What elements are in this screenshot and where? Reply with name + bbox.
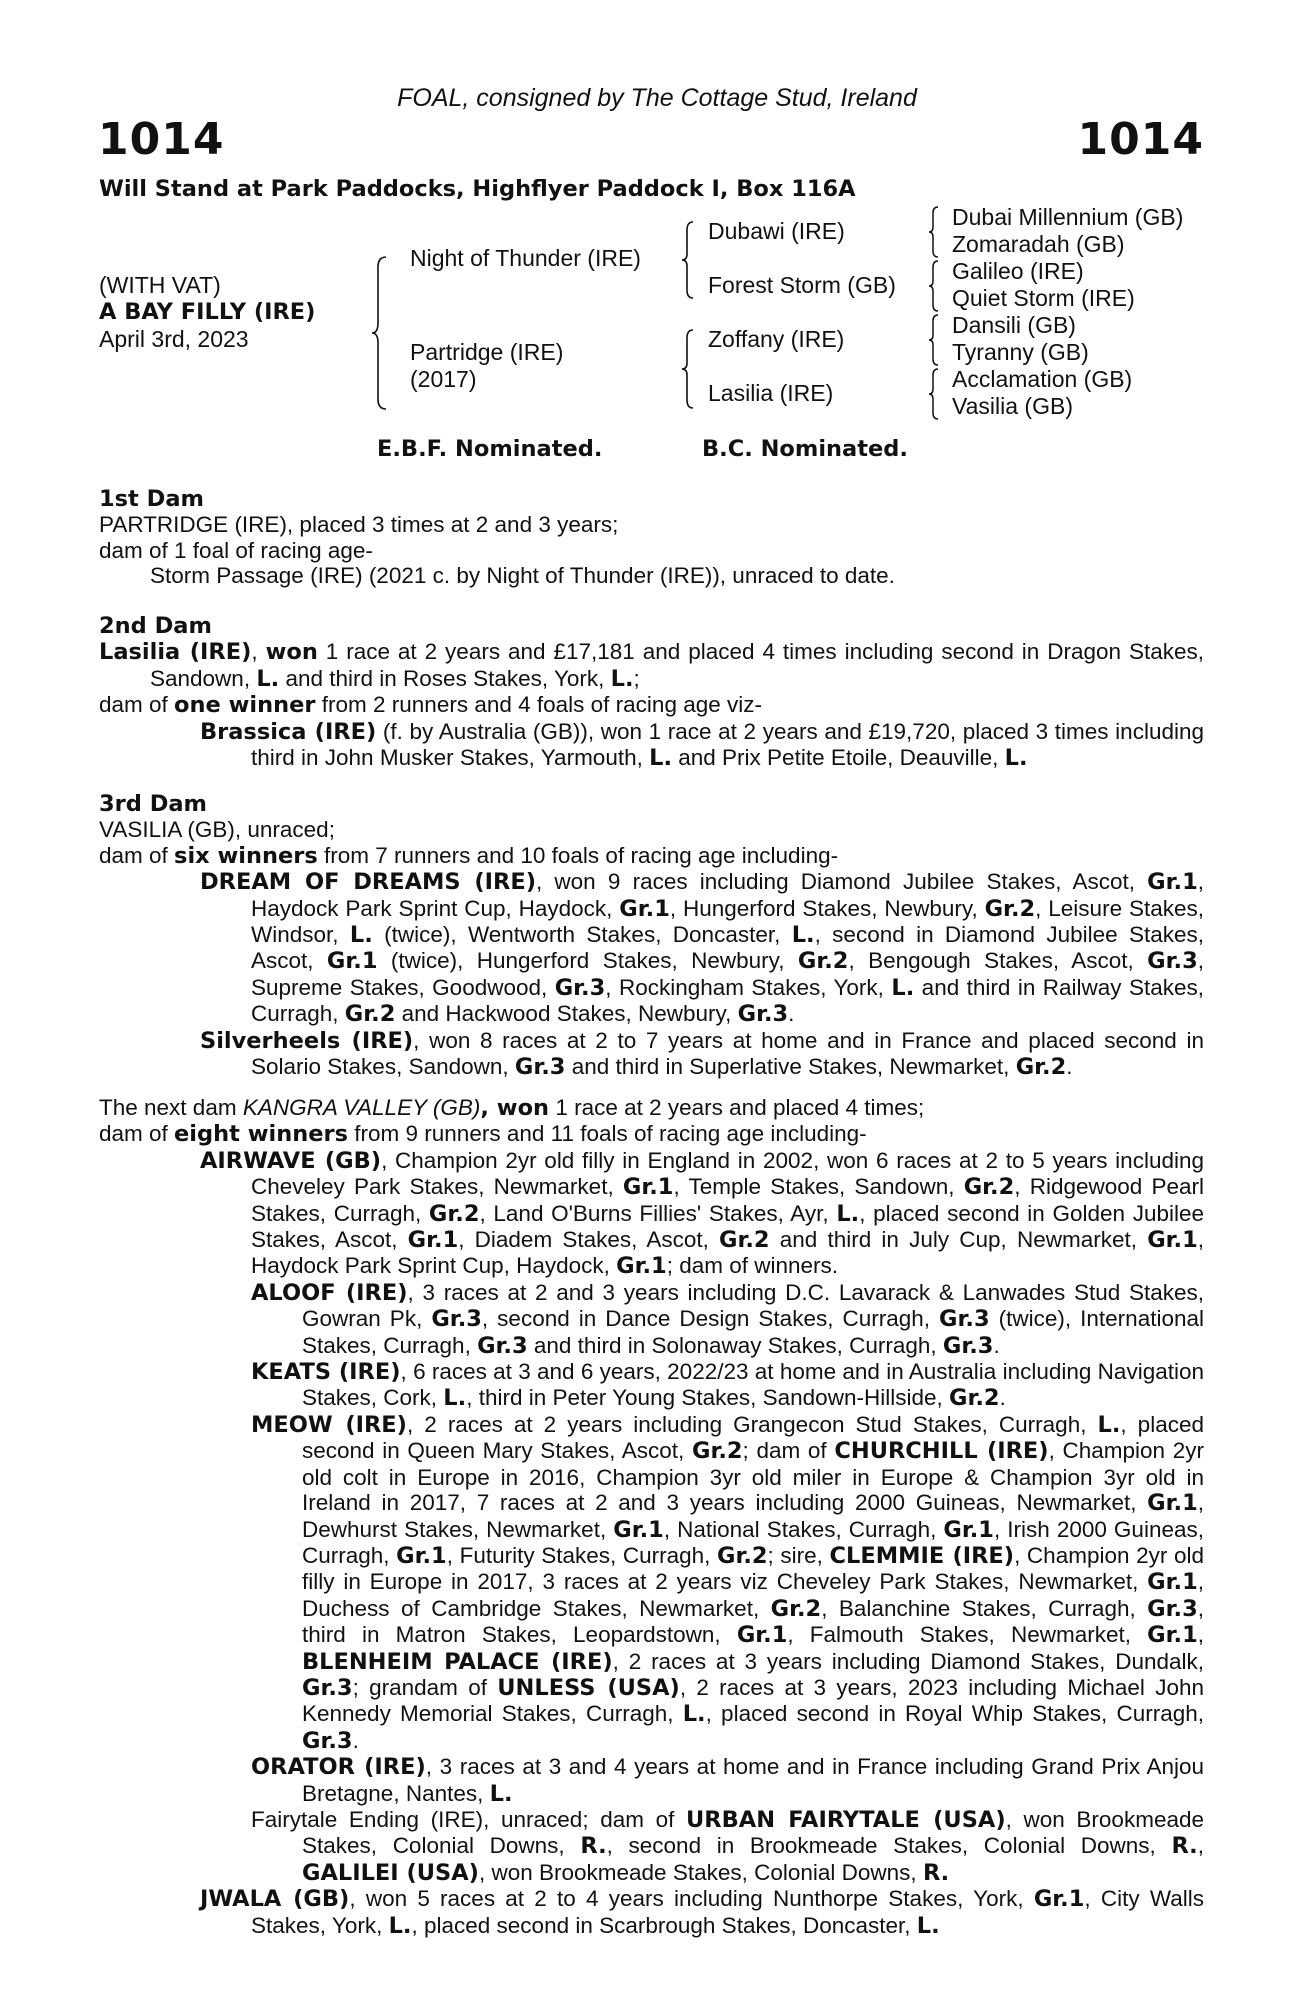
pedigree-gen3-7: Acclamation (GB)	[952, 366, 1133, 392]
first-dam-produce-intro: dam of 1 foal of racing age-	[99, 537, 373, 563]
third-dam-winner-silverheels: Silverheels (IRE), won 8 races at 2 to 7 years at home and in France and placed second in Solario Stakes, Sandown, Gr.3 and third in Superlative Stakes, Newmarket, Gr.2.	[200, 1027, 1204, 1081]
second-dam-produce-intro: dam of one winner from 2 runners and 4 foals of racing age viz-	[99, 692, 762, 719]
next-dam-line: The next dam KANGRA VALLEY (GB), won 1 race at 2 years and placed 4 times;	[99, 1095, 925, 1121]
pedigree-gen3-3: Galileo (IRE)	[952, 258, 1084, 284]
next-dam-section	[99, 1095, 1204, 1939]
pedigree-dam-year: (2017)	[410, 366, 477, 392]
pedigree-gen3-6: Tyranny (GB)	[952, 339, 1089, 365]
pedigree-brace-dam	[680, 328, 696, 410]
pedigree-sire-sire: Dubawi (IRE)	[708, 218, 845, 244]
second-dam-heading: 2nd Dam	[99, 613, 212, 639]
pedigree-brace-main	[370, 255, 390, 411]
lot-number-left: 1014	[98, 114, 225, 165]
pedigree-gen3-2: Zomaradah (GB)	[952, 231, 1125, 257]
pedigree-sire: Night of Thunder (IRE)	[410, 245, 641, 271]
next-dam-produce-meow: MEOW (IRE), 2 races at 2 years including Grangecon Stud Stakes, Curragh, L., placed second in Queen Mary Stakes, Ascot, Gr.2; dam of CHURCHILL (IRE), Champion 2yr old colt in Europe in 2016, Champion 3yr old miler in Europe & Champion 3yr old in Ireland in 2017, 7 races at 2 and 3 years including 2000 Guineas, Newmarket, Gr.1, Dewhurst Stakes, Newmarket, Gr.1, National Stakes, Curragh, Gr.1, Irish 2000 Guineas, Curragh, Gr.1, Futurity Stakes, Curragh, Gr.2; sire, CLEMMIE (IRE), Champion 2yr old filly in Europe in 2017, 3 races at 2 years viz Cheveley Park Stakes, Newmarket, Gr.1, Duchess of Cambridge Stakes, Newmarket, Gr.2, Balanchine Stakes, Curragh, Gr.3, third in Matron Stakes, Leopardstown, Gr.1, Falmouth Stakes, Newmarket, Gr.1, BLENHEIM PALACE (IRE), 2 races at 3 years including Diamond Stakes, Dundalk, Gr.3; grandam of UNLESS (USA), 2 races at 3 years, 2023 including Michael John Kennedy Memorial Stakes, Curragh, L., placed second in Royal Whip Stakes, Curragh, Gr.3.	[251, 1411, 1204, 1754]
second-dam-winner: Brassica (IRE) (f. by Australia (GB)), won 1 race at 2 years and £19,720, placed 3 times including third in John Musker Stakes, Yarmouth, L. and Prix Petite Etoile, Deauville, L.	[200, 718, 1204, 772]
pedigree-gen3-1: Dubai Millennium (GB)	[952, 204, 1184, 230]
next-dam-produce-orator: ORATOR (IRE), 3 races at 3 and 4 years at home and in France including Grand Prix Anjou Bretagne, Nantes, L.	[251, 1754, 1205, 1807]
pedigree-dam: Partridge (IRE)	[410, 339, 564, 365]
stabling-location: Will Stand at Park Paddocks, Highflyer Paddock I, Box 116A	[99, 176, 856, 202]
foaling-date: April 3rd, 2023	[99, 326, 249, 352]
pedigree-dam-sire: Zoffany (IRE)	[708, 326, 845, 352]
pedigree-gen3-8: Vasilia (GB)	[952, 393, 1073, 419]
third-dam-line: VASILIA (GB), unraced;	[99, 817, 335, 843]
first-dam-section	[99, 487, 1204, 589]
lot-number-right: 1014	[1077, 114, 1204, 165]
pedigree-brace-g4	[927, 367, 941, 421]
next-dam-produce-fairytale-ending: Fairytale Ending (IRE), unraced; dam of URBAN FAIRYTALE (USA), won Brookmeade Stakes, Colonial Downs, R., second in Brookmeade Stakes, Colonial Downs, R., GALILEI (USA), won Brookmeade Stakes, Colonial Downs, R.	[251, 1806, 1204, 1886]
pedigree-dam-dam: Lasilia (IRE)	[708, 380, 834, 406]
next-dam-produce-aloof: ALOOF (IRE), 3 races at 2 and 3 years including D.C. Lavarack & Lanwades Stud Stakes, Gowran Pk, Gr.3, second in Dance Design Stakes, Curragh, Gr.3 (twice), International Stakes, Curragh, Gr.3 and third in Solonaway Stakes, Curragh, Gr.3.	[251, 1279, 1204, 1359]
first-dam-foal: Storm Passage (IRE) (2021 c. by Night of Thunder (IRE)), unraced to date.	[150, 563, 895, 589]
pedigree-brace-g2	[927, 259, 941, 313]
horse-name: A BAY FILLY (IRE)	[99, 299, 316, 325]
next-dam-produce-keats: KEATS (IRE), 6 races at 3 and 6 years, 2022/23 at home and in Australia including Navigation Stakes, Cork, L., third in Peter Young Stakes, Sandown-Hillside, Gr.2.	[251, 1359, 1204, 1412]
vat-note: (WITH VAT)	[99, 272, 221, 298]
pedigree-brace-sire	[680, 220, 696, 300]
pedigree-gen3-5: Dansili (GB)	[952, 312, 1076, 338]
pedigree-brace-g3	[927, 313, 941, 367]
second-dam-section	[99, 614, 1204, 771]
pedigree-brace-g1	[927, 205, 941, 259]
third-dam-produce-intro: dam of six winners from 7 runners and 10 foals of racing age including-	[99, 842, 839, 869]
pedigree-sire-dam: Forest Storm (GB)	[708, 272, 896, 298]
pedigree-gen3-4: Quiet Storm (IRE)	[952, 285, 1135, 311]
bc-nominated: B.C. Nominated.	[702, 436, 908, 462]
next-dam-winner-airwave: AIRWAVE (GB), Champion 2yr old filly in England in 2002, won 6 races at 2 to 5 years including Cheveley Park Stakes, Newmarket, Gr.1, Temple Stakes, Sandown, Gr.2, Ridgewood Pearl Stakes, Curragh, Gr.2, Land O'Burns Fillies' Stakes, Ayr, L., placed second in Golden Jubilee Stakes, Ascot, Gr.1, Diadem Stakes, Ascot, Gr.2 and third in July Cup, Newmarket, Gr.1, Haydock Park Sprint Cup, Haydock, Gr.1; dam of winners.	[200, 1147, 1205, 1280]
third-dam-winner-dream-of-dreams: DREAM OF DREAMS (IRE), won 9 races including Diamond Jubilee Stakes, Ascot, Gr.1, Haydock Park Sprint Cup, Haydock, Gr.1, Hungerford Stakes, Newbury, Gr.2, Leisure Stakes, Windsor, L. (twice), Wentworth Stakes, Doncaster, L., second in Diamond Jubilee Stakes, Ascot, Gr.1 (twice), Hungerford Stakes, Newbury, Gr.2, Bengough Stakes, Ascot, Gr.3, Supreme Stakes, Goodwood, Gr.3, Rockingham Stakes, York, L. and third in Railway Stakes, Curragh, Gr.2 and Hackwood Stakes, Newbury, Gr.3.	[200, 869, 1205, 1028]
third-dam-section	[99, 792, 1204, 1080]
first-dam-line: PARTRIDGE (IRE), placed 3 times at 2 and 3 years;	[99, 512, 619, 538]
second-dam-record: Lasilia (IRE), won 1 race at 2 years and £17,181 and placed 4 times including second in Dragon Stakes, Sandown, L. and third in Roses Stakes, York, L.;	[99, 639, 1205, 692]
third-dam-heading: 3rd Dam	[99, 791, 207, 817]
first-dam-heading: 1st Dam	[99, 486, 204, 512]
consignor-line: FOAL, consigned by The Cottage Stud, Ireland	[397, 84, 917, 112]
ebf-nominated: E.B.F. Nominated.	[377, 436, 603, 462]
next-dam-produce-intro: dam of eight winners from 9 runners and 11 foals of racing age including-	[99, 1121, 867, 1148]
next-dam-winner-jwala: JWALA (GB), won 5 races at 2 to 4 years including Nunthorpe Stakes, York, Gr.1, City Walls Stakes, York, L., placed second in Scarbrough Stakes, Doncaster, L.	[200, 1886, 1204, 1939]
